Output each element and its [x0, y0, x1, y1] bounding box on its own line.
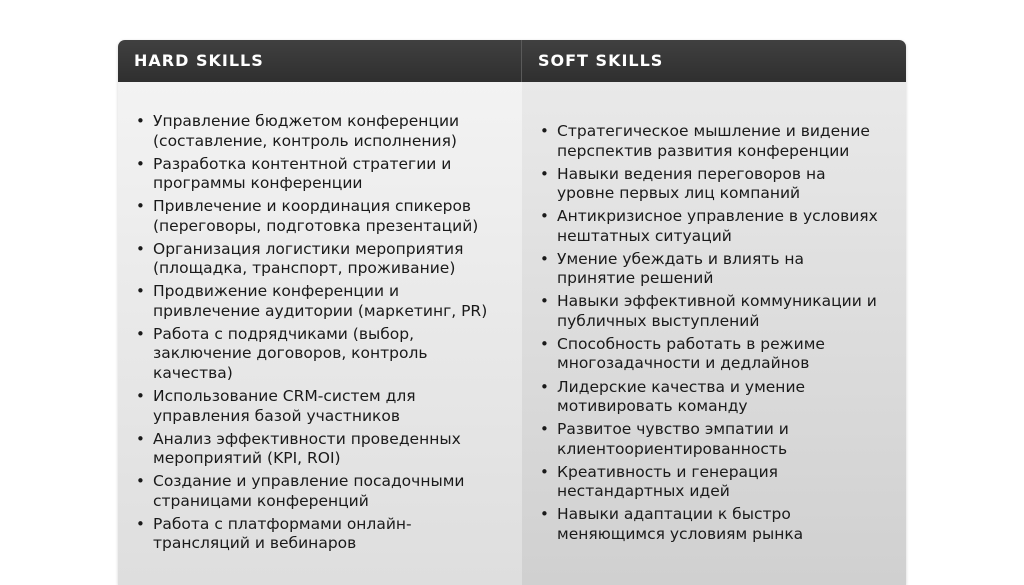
skill-item [538, 335, 906, 374]
skill-item-line: Способность работать в режиме [557, 334, 825, 353]
skill-item [134, 155, 522, 194]
bullet-icon: • [136, 387, 145, 406]
bullet-icon: • [136, 197, 145, 216]
bullet-icon: • [540, 207, 549, 226]
hard-skills-list [118, 82, 522, 554]
skill-item [134, 430, 522, 469]
skill-item [538, 505, 906, 544]
skill-item [134, 515, 522, 554]
bullet-icon: • [540, 462, 549, 481]
skill-item [134, 282, 522, 321]
bullet-icon: • [540, 505, 549, 524]
skill-item-line: (переговоры, подготовка презентаций) [153, 216, 479, 235]
skill-item-line: Анализ эффективности проведенных [153, 429, 461, 448]
soft-skills-list [522, 82, 906, 544]
skill-item-line: клиентоориентированность [557, 439, 788, 458]
bullet-icon: • [136, 112, 145, 130]
bullet-icon: • [136, 429, 145, 448]
skill-item-line: Управление бюджетом конференции [153, 112, 460, 130]
bullet-icon: • [136, 154, 145, 173]
bullet-icon: • [136, 282, 145, 301]
skill-item [538, 420, 906, 459]
skill-item-line: перспектив развития конференции [557, 141, 850, 160]
skill-item-line: Навыки адаптации к быстро [557, 505, 791, 524]
bullet-icon: • [136, 324, 145, 343]
skill-item-line: уровне первых лиц компаний [557, 184, 801, 203]
skill-item-line: управления базой участников [153, 406, 401, 425]
skills-table [118, 40, 906, 585]
skill-item-line: нештатных ситуаций [557, 226, 732, 245]
soft-skills-header: SOFT SKILLS [522, 40, 906, 82]
soft-skills-column [522, 40, 906, 585]
skill-item-line: Привлечение и координация спикеров [153, 197, 472, 216]
skill-item-line: меняющимся условиям рынка [557, 524, 804, 543]
skill-item-line: Навыки ведения переговоров на [557, 164, 826, 183]
bullet-icon: • [540, 164, 549, 183]
bullet-icon: • [540, 377, 549, 396]
bullet-icon: • [540, 420, 549, 439]
skill-item-line: Стратегическое мышление и видение [557, 122, 870, 140]
skill-item-line: многозадачности и дедлайнов [557, 354, 810, 373]
skill-item-line: Использование CRM-систем для [153, 387, 416, 406]
skill-item-line: трансляций и вебинаров [153, 534, 357, 553]
bullet-icon: • [540, 292, 549, 311]
skill-item [134, 197, 522, 236]
skill-item [538, 165, 906, 204]
skill-item [538, 378, 906, 417]
skill-item-line: Работа с подрядчиками (выбор, [153, 324, 415, 343]
skill-item [538, 122, 906, 161]
bullet-icon: • [540, 122, 549, 140]
skill-item-line: Развитое чувство эмпатии и [557, 420, 789, 439]
skill-item-line: мотивировать команду [557, 397, 748, 416]
skill-item [538, 292, 906, 331]
skill-item-line: Разработка контентной стратегии и [153, 154, 452, 173]
skill-item [134, 112, 522, 151]
hard-skills-header: HARD SKILLS [118, 40, 522, 82]
skill-item-line: (площадка, транспорт, проживание) [153, 259, 456, 278]
skill-item [538, 463, 906, 502]
skill-item-line: нестандартных идей [557, 482, 730, 501]
skill-item [134, 472, 522, 511]
skill-item-line: привлечение аудитории (маркетинг, PR) [153, 301, 488, 320]
skill-item [134, 325, 522, 384]
hard-skills-column [118, 40, 522, 585]
bullet-icon: • [136, 239, 145, 258]
skill-item [538, 207, 906, 246]
bullet-icon: • [136, 514, 145, 533]
skill-item-line: публичных выступлений [557, 311, 760, 330]
skill-item-line: страницами конференций [153, 491, 369, 510]
skill-item-line: Навыки эффективной коммуникации и [557, 292, 877, 311]
skill-item-line: Креативность и генерация [557, 462, 778, 481]
skill-item-line: (составление, контроль исполнения) [153, 131, 457, 150]
skill-item-line: мероприятий (KPI, ROI) [153, 449, 341, 468]
skill-item-line: Создание и управление посадочными [153, 472, 465, 491]
bullet-icon: • [540, 334, 549, 353]
soft-skills-body [522, 82, 906, 585]
skill-item-line: качества) [153, 363, 233, 382]
skill-item-line: Антикризисное управление в условиях [557, 207, 878, 226]
skill-item-line: Работа с платформами онлайн- [153, 514, 412, 533]
hard-skills-body [118, 82, 522, 585]
skill-item-line: принятие решений [557, 269, 714, 288]
skill-item-line: Организация логистики мероприятия [153, 239, 464, 258]
skill-item-line: заключение договоров, контроль [153, 344, 428, 363]
skill-item [134, 240, 522, 279]
bullet-icon: • [540, 249, 549, 268]
skill-item-line: Лидерские качества и умение [557, 377, 806, 396]
skill-item-line: программы конференции [153, 174, 363, 193]
skill-item-line: Продвижение конференции и [153, 282, 400, 301]
bullet-icon: • [136, 472, 145, 491]
skill-item [538, 250, 906, 289]
skill-item [134, 387, 522, 426]
skill-item-line: Умение убеждать и влиять на [557, 249, 805, 268]
